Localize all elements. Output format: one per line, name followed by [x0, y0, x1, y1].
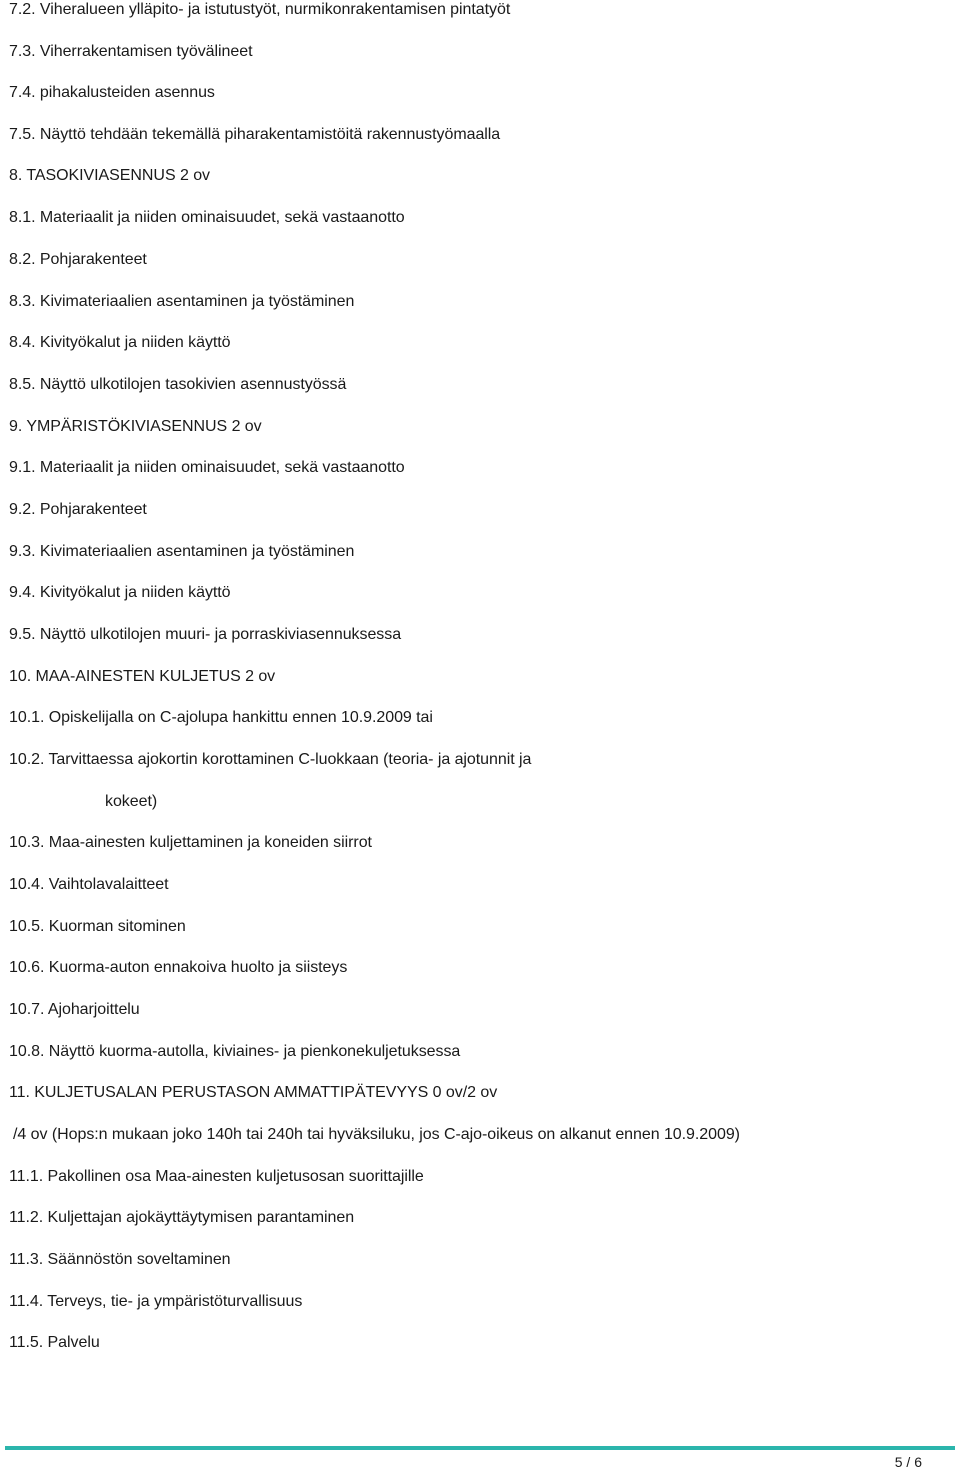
- list-item-continuation: kokeet): [105, 793, 158, 810]
- footer-divider: [5, 1446, 955, 1450]
- list-item: 10.5. Kuorman sitominen: [9, 918, 186, 935]
- list-item: 8.5. Näyttö ulkotilojen tasokivien asennustyössä: [9, 376, 347, 393]
- list-item: 7.3. Viherrakentamisen työvälineet: [9, 43, 253, 60]
- list-item: 10.7. Ajoharjoittelu: [9, 1001, 140, 1018]
- list-item: 8.2. Pohjarakenteet: [9, 251, 147, 268]
- section-heading: 11. KULJETUSALAN PERUSTASON AMMATTIPÄTEVYYS 0 ov/2 ov: [9, 1084, 498, 1101]
- list-item: 10.8. Näyttö kuorma-autolla, kiviaines- ja pienkonekuljetuksessa: [9, 1043, 461, 1060]
- list-item: 11.5. Palvelu: [9, 1334, 100, 1351]
- list-item: 10.4. Vaihtolavalaitteet: [9, 876, 169, 893]
- list-item: 10.3. Maa-ainesten kuljettaminen ja koneiden siirrot: [9, 834, 372, 851]
- list-item: 11.4. Terveys, tie- ja ympäristöturvallisuus: [9, 1293, 303, 1310]
- list-item: 8.3. Kivimateriaalien asentaminen ja työstäminen: [9, 293, 355, 310]
- list-item: 7.5. Näyttö tehdään tekemällä piharakentamistöitä rakennustyömaalla: [9, 126, 501, 143]
- section-heading-continuation: /4 ov (Hops:n mukaan joko 140h tai 240h tai hyväksiluku, jos C-ajo-oikeus on alkanut ennen 10.9.2009): [13, 1126, 740, 1143]
- list-item: 9.1. Materiaalit ja niiden ominaisuudet, sekä vastaanotto: [9, 459, 405, 476]
- list-item: 9.3. Kivimateriaalien asentaminen ja työstäminen: [9, 543, 355, 560]
- list-item: 11.1. Pakollinen osa Maa-ainesten kuljetusosan suorittajille: [9, 1168, 424, 1185]
- list-item: 11.2. Kuljettajan ajokäyttäytymisen parantaminen: [9, 1209, 355, 1226]
- list-item: 11.3. Säännöstön soveltaminen: [9, 1251, 231, 1268]
- list-item: 9.2. Pohjarakenteet: [9, 501, 147, 518]
- list-item: 8.1. Materiaalit ja niiden ominaisuudet, sekä vastaanotto: [9, 209, 405, 226]
- list-item: 7.4. pihakalusteiden asennus: [9, 84, 215, 101]
- list-item: 8.4. Kivityökalut ja niiden käyttö: [9, 334, 231, 351]
- list-item: 9.4. Kivityökalut ja niiden käyttö: [9, 584, 231, 601]
- list-item: 7.2. Viheralueen ylläpito- ja istutustyöt, nurmikonrakentamisen pintatyöt: [9, 1, 511, 18]
- section-heading: 10. MAA-AINESTEN KULJETUS 2 ov: [9, 668, 276, 685]
- section-heading: 8. TASOKIVIASENNUS 2 ov: [9, 167, 210, 184]
- list-item: 10.1. Opiskelijalla on C-ajolupa hankittu ennen 10.9.2009 tai: [9, 709, 433, 726]
- list-item: 9.5. Näyttö ulkotilojen muuri- ja porraskiviasennuksessa: [9, 626, 402, 643]
- page-number: 5 / 6: [894, 1454, 922, 1470]
- list-item: 10.2. Tarvittaessa ajokortin korottaminen C-luokkaan (teoria- ja ajotunnit ja: [9, 751, 532, 768]
- list-item: 10.6. Kuorma-auton ennakoiva huolto ja siisteys: [9, 959, 348, 976]
- section-heading: 9. YMPÄRISTÖKIVIASENNUS 2 ov: [9, 418, 262, 435]
